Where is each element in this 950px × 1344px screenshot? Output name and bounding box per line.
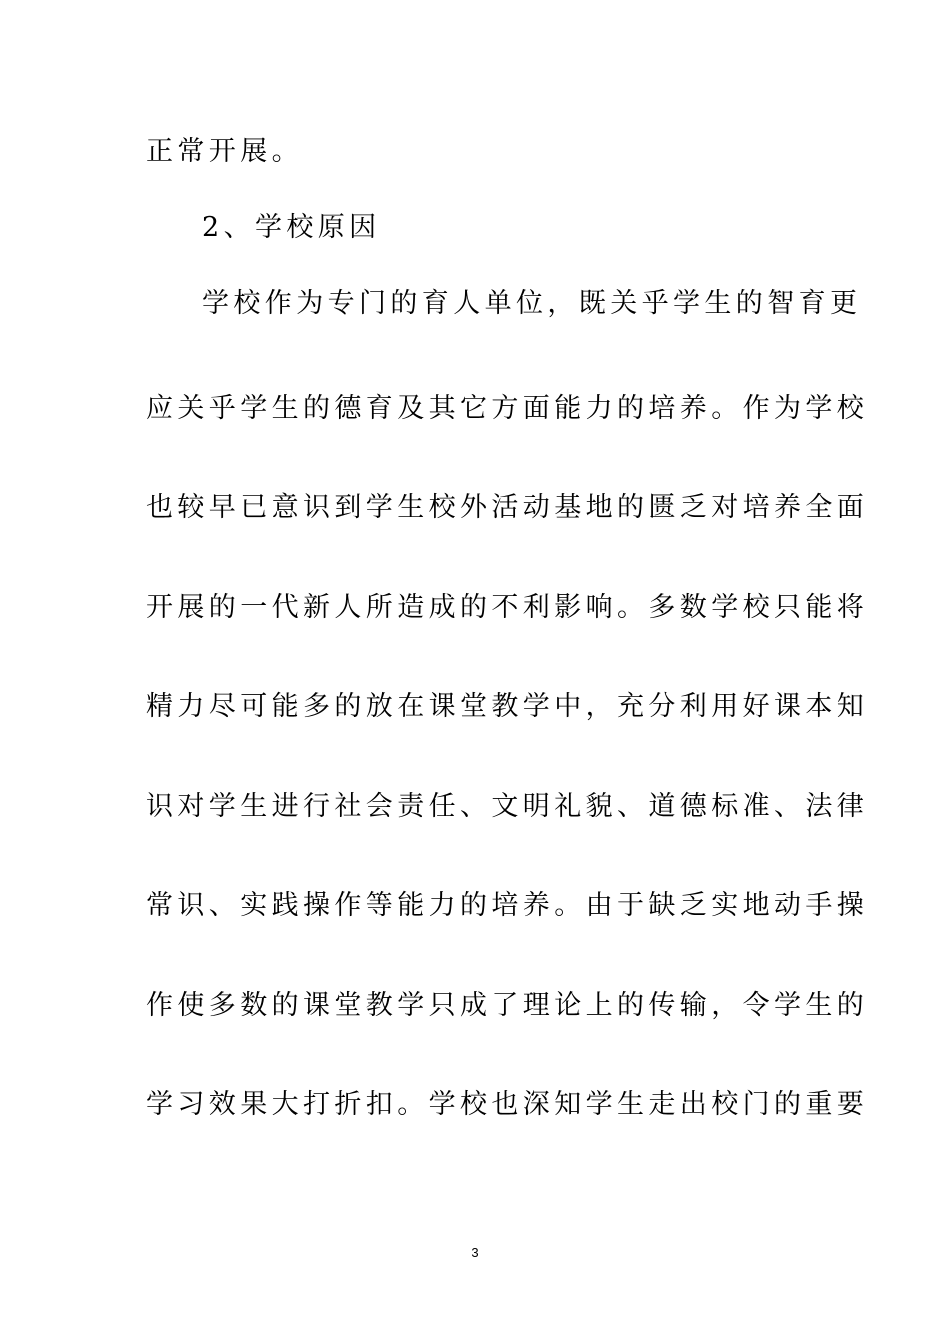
page-number: 3 (471, 1245, 479, 1260)
text-line-6: 开展的一代新人所造成的不利影响。多数学校只能将 (146, 592, 869, 623)
section-heading: 2、学校原因 (202, 212, 381, 243)
text-line-11: 学习效果大打折扣。学校也深知学生走出校门的重要 (146, 1089, 869, 1120)
text-line-7: 精力尽可能多的放在课堂教学中，充分利用好课本知 (146, 691, 869, 722)
text-line-3: 学校作为专门的育人单位，既关乎学生的智育更 (202, 288, 862, 319)
text-line-5: 也较早已意识到学生校外活动基地的匮乏对培养全面 (146, 492, 869, 523)
text-line-8: 识对学生进行社会责任、文明礼貌、道德标准、法律 (146, 791, 869, 822)
text-line-4: 应关乎学生的德育及其它方面能力的培养。作为学校 (146, 393, 869, 424)
text-line-1: 正常开展。 (146, 136, 303, 167)
text-line-10: 作使多数的课堂教学只成了理论上的传输，令学生的 (146, 990, 869, 1021)
text-line-9: 常识、实践操作等能力的培养。由于缺乏实地动手操 (146, 890, 869, 921)
